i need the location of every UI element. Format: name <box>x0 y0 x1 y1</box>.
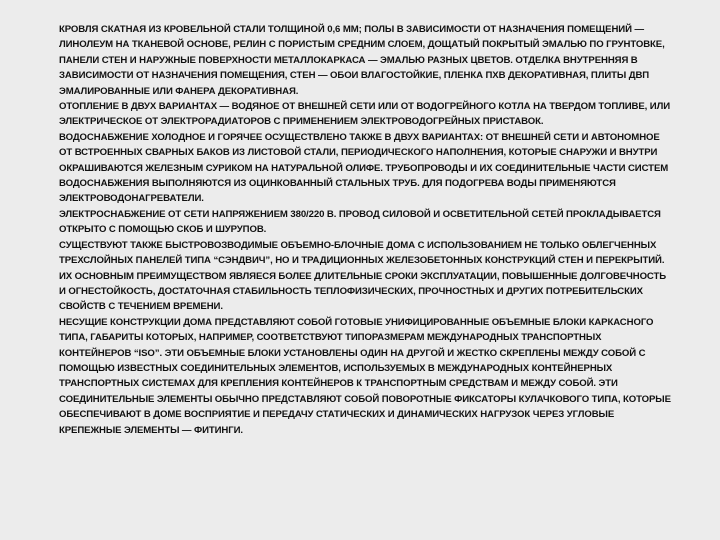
paragraph-water-supply: ВОДОСНАБЖЕНИЕ ХОЛОДНОЕ И ГОРЯЧЕЕ ОСУЩЕСТВЛЕНО ТАКЖЕ В ДВУХ ВАРИАНТАХ: ОТ ВНЕШНЕЙ СЕТИ И АВТОНОМНОЕ ОТ ВСТРОЕННЫХ СВАРНЫХ БАКОВ ИЗ ЛИСТОВОЙ СТАЛИ, ПЕРИОДИЧЕСКОГО НАПОЛНЕНИЯ, КОТОРЫЕ СНАРУЖИ И ВНУТРИ ОКРАШИВАЮТСЯ ЖЕЛЕЗНЫМ СУРИКОМ НА НАТУРАЛЬНОЙ ОЛИФЕ. ТРУБОПРОВОДЫ И ИХ СОЕДИНИТЕЛЬНЫЕ ЧАСТИ СИСТЕМ ВОДОСНАБЖЕНИЯ ВЫПОЛНЯЮТСЯ ИЗ ОЦИНКОВАННЫЙ СТАЛЬНЫХ ТРУБ. ДЛЯ ПОДОГРЕВА ВОДЫ ПРИМЕНЯЮТСЯ ЭЛЕКТРОВОДОНАГРЕВАТЕЛИ. <box>59 131 669 205</box>
paragraph-volume-block-houses: СУЩЕСТВУЮТ ТАКЖЕ БЫСТРОВОЗВОДИМЫЕ ОБЪЕМНО-БЛОЧНЫЕ ДОМА С ИСПОЛЬЗОВАНИЕМ НЕ ТОЛЬКО ОБЛЕГЧЕННЫХ ТРЕХСЛОЙНЫХ ПАНЕЛЕЙ ТИПА “СЭНДВИЧ”, НО И ТРАДИЦИОННЫХ ЖЕЛЕЗОБЕТОННЫХ КОНСТРУКЦИЙ СТЕН И ПЕРЕКРЫТИЙ. ИХ ОСНОВНЫМ ПРЕИМУЩЕСТВОМ ЯВЛЯЕСЯ БОЛЕЕ ДЛИТЕЛЬНЫЕ СРОКИ ЭКСПЛУАТАЦИИ, ПОВЫШЕННЫЕ ДОЛГОВЕЧНОСТЬ И ОГНЕСТОЙКОСТЬ, ДОСТАТОЧНАЯ СТАБИЛЬНОСТЬ ТЕПЛОФИЗИЧЕСКИХ, ПРОЧНОСТНЫХ И ДРУГИХ ПОТРЕБИТЕЛЬСКИХ СВОЙСТВ С ТЕЧЕНИЕМ ВРЕМЕНИ. <box>59 239 667 313</box>
slide-body-text <box>59 22 671 438</box>
paragraph-roofing-finishing: КРОВЛЯ СКАТНАЯ ИЗ КРОВЕЛЬНОЙ СТАЛИ ТОЛЩИНОЙ 0,6 ММ; ПОЛЫ В ЗАВИСИМОСТИ ОТ НАЗНАЧЕНИЯ ПОМЕЩЕНИЙ — ЛИНОЛЕУМ НА ТКАНЕВОЙ ОСНОВЕ, РЕЛИН С ПОРИСТЫМ СРЕДНИМ СЛОЕМ, ДОЩАТЫЙ ПОКРЫТЫЙ ЭМАЛЬЮ ПО ГРУНТОВКЕ, ПАНЕЛИ СТЕН И НАРУЖНЫЕ ПОВЕРХНОСТИ МЕТАЛЛОКАРКАСА — ЭМАЛЬЮ РАЗНЫХ ЦВЕТОВ. ОТДЕЛКА ВНУТРЕННЯЯ В ЗАВИСИМОСТИ ОТ НАЗНАЧЕНИЯ ПОМЕЩЕНИЯ, СТЕН — ОБОИ ВЛАГОСТОЙКИЕ, ПЛЕНКА ПХВ ДЕКОРАТИВНАЯ, ПЛИТЫ ДВП ЭМАЛИРОВАННЫЕ ИЛИ ФАНЕРА ДЕКОРАТИВНАЯ. <box>59 24 665 97</box>
paragraph-load-bearing-structures: НЕСУЩИЕ КОНСТРУКЦИИ ДОМА ПРЕДСТАВЛЯЮТ СОБОЙ ГОТОВЫЕ УНИФИЦИРОВАННЫЕ ОБЪЕМНЫЕ БЛОКИ КАРКАСНОГО ТИПА, ГАБАРИТЫ КОТОРЫХ, НАПРИМЕР, СООТВЕТСТВУЮТ ТИПОРАЗМЕРАМ МЕЖДУНАРОДНЫХ ТРАНСПОРТНЫХ КОНТЕЙНЕРОВ “ISO”. ЭТИ ОБЪЕМНЫЕ БЛОКИ УСТАНОВЛЕНЫ ОДИН НА ДРУГОЙ И ЖЕСТКО СКРЕПЛЕНЫ МЕЖДУ СОБОЙ С ПОМОЩЬЮ ИЗВЕСТНЫХ СОЕДИНИТЕЛЬНЫХ ЭЛЕМЕНТОВ, ИСПОЛЬЗУЕМЫХ В МЕЖДУНАРОДНЫХ КОНТЕЙНЕРНЫХ ТРАНСПОРТНЫХ СИСТЕМАХ ДЛЯ КРЕПЛЕНИЯ КОНТЕЙНЕРОВ К ТРАНСПОРТНЫМ СРЕДСТВАМ И МЕЖДУ СОБОЙ. ЭТИ СОЕДИНИТЕЛЬНЫЕ ЭЛЕМЕНТЫ ОБЫЧНО ПРЕДСТАВЛЯЮТ СОБОЙ ПОВОРОТНЫЕ ФИКСАТОРЫ КУЛАЧКОВОГО ТИПА, КОТОРЫЕ ОБЕСПЕЧИВАЮТ В ДОМЕ ВОСПРИЯТИЕ И ПЕРЕДАЧУ СТАТИЧЕСКИХ И ДИНАМИЧЕСКИХ НАГРУЗОК ЧЕРЕЗ УГЛОВЫЕ КРЕПЕЖНЫЕ ЭЛЕМЕНТЫ — ФИТИНГИ. <box>59 316 671 436</box>
paragraph-heating: ОТОПЛЕНИЕ В ДВУХ ВАРИАНТАХ — ВОДЯНОЕ ОТ ВНЕШНЕЙ СЕТИ ИЛИ ОТ ВОДОГРЕЙНОГО КОТЛА НА ТВЕРДОМ ТОПЛИВЕ, ИЛИ ЭЛЕКТРИЧЕСКОЕ ОТ ЭЛЕКТРОРАДИАТОРОВ С ПРИМЕНЕНИЕМ ЭЛЕКТРОВОДОГРЕЙНЫХ ПРИСТАВОК. <box>59 101 671 128</box>
paragraph-power-supply: ЭЛЕКТРОСНАБЖЕНИЕ ОТ СЕТИ НАПРЯЖЕНИЕМ 380/220 В. ПРОВОД СИЛОВОЙ И ОСВЕТИТЕЛЬНОЙ СЕТЕЙ ПРОКЛАДЫВАЕТСЯ ОТКРЫТО С ПОМОЩЬЮ СКОБ И ШУРУПОВ. <box>59 208 661 236</box>
